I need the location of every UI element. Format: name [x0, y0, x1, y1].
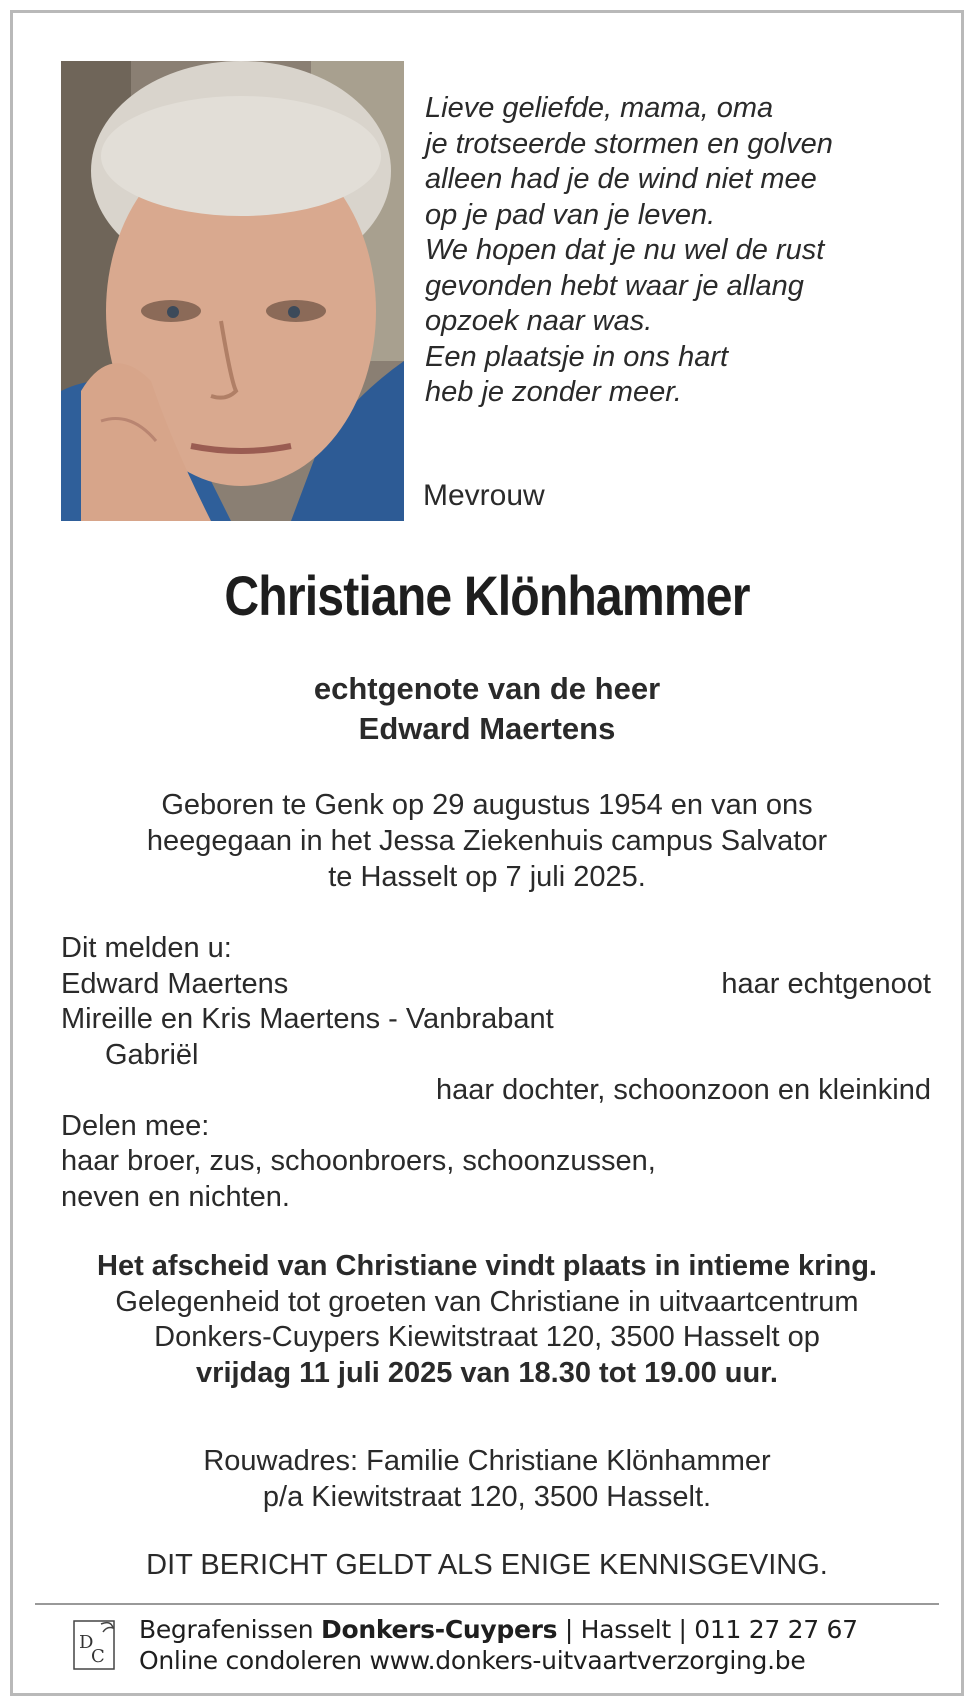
family-row — [61, 1038, 931, 1074]
obituary-card — [10, 10, 964, 1696]
footer-prefix: Begrafenissen — [139, 1615, 314, 1644]
spouse-name: Edward Maertens — [358, 711, 616, 746]
mourning-address — [13, 1443, 961, 1515]
farewell-headline: Het afscheid van Christiane vindt plaats in intieme kring. — [97, 1250, 877, 1282]
poem-line: heb je zonder meer. — [425, 376, 682, 408]
poem — [425, 91, 833, 411]
family-row — [61, 1073, 931, 1109]
poem-line: op je pad van je leven. — [425, 198, 716, 231]
share-line: neven en nichten. — [61, 1180, 290, 1213]
footer — [69, 1614, 858, 1676]
notice-line: DIT BERICHT GELDT ALS ENIGE KENNISGEVING. — [146, 1549, 828, 1581]
family-row — [61, 1002, 931, 1038]
family-relation: haar echtgenoot — [721, 967, 931, 1000]
footer-divider — [35, 1603, 939, 1605]
footer-text — [139, 1614, 858, 1676]
birth-death-details — [13, 787, 961, 895]
footer-line-1 — [139, 1614, 858, 1645]
family-row — [61, 967, 931, 1003]
birth-line: Geboren te Genk op 29 augustus 1954 en van ons — [161, 789, 813, 821]
deceased-name: Christiane Klönhammer — [224, 564, 750, 627]
family-announcement — [61, 931, 931, 1215]
poem-line: Lieve geliefde, mama, oma — [425, 92, 774, 124]
farewell-block — [13, 1249, 961, 1391]
poem-line: alleen had je de wind niet mee — [425, 163, 817, 195]
company-logo-icon — [69, 1617, 119, 1673]
poem-line: je trotseerde stormen en golven — [425, 127, 833, 160]
spouse-block — [13, 669, 961, 749]
svg-text:D: D — [79, 1632, 94, 1653]
birth-line: heegegaan in het Jessa Ziekenhuis campus Salvator — [146, 825, 828, 857]
address-line: Rouwadres: Familie Christiane Klönhammer — [203, 1445, 771, 1477]
share-heading: Delen mee: — [61, 1109, 210, 1142]
poem-line: Een plaatsje in ons hart — [425, 340, 729, 373]
svg-text:C: C — [91, 1646, 105, 1667]
poem-line: We hopen dat je nu wel de rust — [425, 234, 825, 266]
farewell-date: vrijdag 11 juli 2025 van 18.30 tot 19.00 uur. — [196, 1356, 778, 1389]
family-relation: haar dochter, schoonzoon en kleinkind — [436, 1074, 931, 1106]
share-line: haar broer, zus, schoonbroers, schoonzussen, — [61, 1145, 656, 1177]
spouse-line: echtgenote van de heer — [313, 671, 661, 706]
poem-line: opzoek naar was. — [425, 305, 653, 337]
farewell-line: Gelegenheid tot groeten van Christiane in uitvaartcentrum — [115, 1285, 859, 1318]
birth-line: te Hasselt op 7 juli 2025. — [328, 861, 646, 893]
footer-location-phone: | Hasselt | 011 27 27 67 — [564, 1615, 858, 1644]
footer-online: Online condoleren www.donkers-uitvaartverzorging.be — [139, 1646, 806, 1675]
announce-heading: Dit melden u: — [61, 932, 232, 964]
address-line: p/a Kiewitstraat 120, 3500 Hasselt. — [262, 1481, 712, 1513]
portrait-photo — [61, 61, 404, 521]
farewell-line: Donkers-Cuypers Kiewitstraat 120, 3500 Hasselt op — [154, 1321, 820, 1353]
salutation: Mevrouw — [423, 479, 545, 512]
family-member: Gabriël — [105, 1038, 199, 1071]
family-member: Mireille en Kris Maertens - Vanbrabant — [61, 1003, 554, 1035]
family-member: Edward Maertens — [61, 967, 289, 1000]
footer-company: Donkers-Cuypers — [321, 1615, 558, 1644]
poem-line: gevonden hebt waar je allang — [425, 269, 804, 302]
